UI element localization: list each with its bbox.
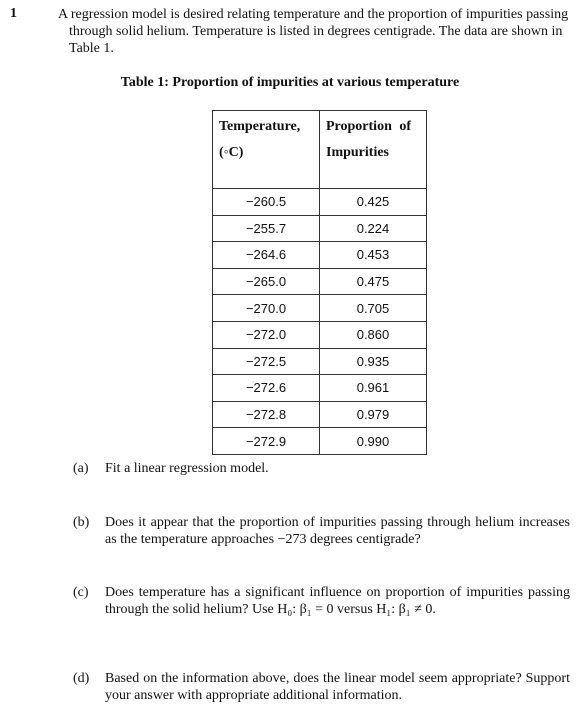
- part-d-text: Based on the information above, does the linear model seem appropriate? Support your answer with appropriate additional information.: [105, 671, 570, 703]
- part-c-label: (c): [73, 585, 89, 600]
- header-proportion: [320, 111, 427, 189]
- cell-proportion: 0.935: [320, 348, 427, 375]
- cell-temperature: −260.5: [213, 189, 320, 216]
- part-b-label: (b): [73, 515, 90, 530]
- cell-proportion: 0.425: [320, 189, 427, 216]
- table-row: [213, 401, 427, 428]
- cell-proportion: 0.475: [320, 268, 427, 295]
- cell-temperature: −272.5: [213, 348, 320, 375]
- table-row: [213, 348, 427, 375]
- part-d: [73, 670, 570, 704]
- cell-proportion: 0.453: [320, 242, 427, 269]
- cell-temperature: −264.6: [213, 242, 320, 269]
- table-header-row: [213, 111, 427, 189]
- header-proportion-line1: Proportion of: [326, 119, 412, 134]
- cell-temperature: −270.0: [213, 295, 320, 322]
- table-body: [213, 189, 427, 455]
- cell-proportion: 0.961: [320, 375, 427, 402]
- part-b-text: Does it appear that the proportion of impurities passing through helium increases as the temperature approaches −273 degrees centigrade?: [105, 515, 570, 547]
- question-intro: A regression model is desired relating temperature and the proportion of impurities passing through solid helium. Temperature is listed in degrees centigrade. The data are shown in Table 1.: [58, 7, 569, 56]
- table-row: [213, 189, 427, 216]
- part-a-label: (a): [73, 461, 89, 476]
- part-a: [73, 460, 570, 477]
- table-row: [213, 215, 427, 242]
- header-temperature-line1: Temperature,: [219, 119, 301, 134]
- cell-temperature: −272.8: [213, 401, 320, 428]
- cell-proportion: 0.860: [320, 321, 427, 348]
- table-row: [213, 375, 427, 402]
- cell-temperature: −272.6: [213, 375, 320, 402]
- table-row: [213, 428, 427, 455]
- part-b: [73, 514, 570, 548]
- cell-proportion: 0.990: [320, 428, 427, 455]
- table-row: [213, 242, 427, 269]
- part-a-text: Fit a linear regression model.: [105, 461, 269, 476]
- cell-proportion: 0.979: [320, 401, 427, 428]
- cell-proportion: 0.224: [320, 215, 427, 242]
- table-row: [213, 321, 427, 348]
- part-c: [73, 584, 570, 618]
- table-caption: Table 1: Proportion of impurities at various temperature: [120, 75, 460, 90]
- cell-proportion: 0.705: [320, 295, 427, 322]
- table-row: [213, 295, 427, 322]
- question-number: 1: [10, 6, 17, 21]
- header-proportion-line2: Impurities: [326, 145, 389, 160]
- cell-temperature: −272.0: [213, 321, 320, 348]
- cell-temperature: −272.9: [213, 428, 320, 455]
- part-c-text: Does temperature has a significant influence on proportion of impurities passing through the solid helium? Use H₀: β₁ = 0 versus H₁: β₁ ≠ 0.: [105, 585, 570, 617]
- header-temperature: [213, 111, 320, 189]
- table-row: [213, 268, 427, 295]
- cell-temperature: −265.0: [213, 268, 320, 295]
- part-d-label: (d): [73, 671, 90, 686]
- header-temperature-unit: (◦C): [219, 145, 244, 160]
- cell-temperature: −255.7: [213, 215, 320, 242]
- data-table: [212, 110, 427, 455]
